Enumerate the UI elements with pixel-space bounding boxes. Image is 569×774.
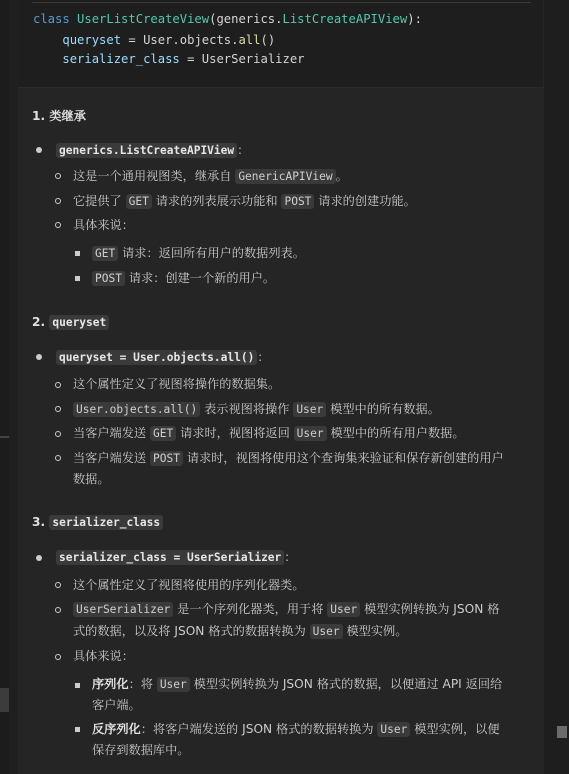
list-item-continuation: 保存到数据库中。	[92, 743, 190, 757]
section-heading: 3. serializer_class	[32, 513, 163, 532]
list-item: generics.ListCreateAPIView ：	[56, 141, 249, 160]
code-block[interactable]	[18, 0, 544, 88]
list-item: 当客户端发送 POST 请求时，视图将使用这个查询集来验证和保存新创建的用户	[73, 451, 504, 465]
bullet-circle	[55, 431, 61, 437]
section-heading: 1. 类继承	[32, 109, 86, 123]
list-item: GET 请求：返回所有用户的数据列表。	[92, 244, 305, 263]
list-item: serializer_class = UserSerializer ：	[56, 548, 296, 567]
bullet-circle	[55, 382, 61, 388]
left-editor-gutter	[0, 0, 9, 774]
bullet-circle	[55, 198, 61, 204]
list-item: UserSerializer 是一个序列化器类，用于将 User 模型实例转换为 JSON 格	[73, 600, 499, 619]
right-editor-strip	[543, 0, 569, 774]
bullet-square	[75, 251, 80, 256]
gutter-marker	[0, 688, 9, 712]
list-item: User.objects.all() 表示视图将操作 User 模型中的所有数据。	[73, 400, 440, 419]
list-item: 它提供了 GET 请求的列表展示功能和 POST 请求的创建功能。	[73, 194, 416, 208]
scrollbar-thumb[interactable]	[557, 726, 567, 738]
bullet-circle	[55, 582, 61, 588]
list-item: 具体来说：	[73, 649, 134, 663]
bullet-circle	[55, 607, 61, 613]
list-item-continuation: 式的数据，以及将 JSON 格式的数据转换为 User 模型实例。	[73, 624, 408, 638]
list-item-continuation: 数据。	[73, 472, 110, 486]
list-item: 这是一个通用视图类，继承自 GenericAPIView 。	[73, 169, 348, 183]
bullet-circle	[55, 222, 61, 228]
bullet-disc	[36, 147, 42, 153]
bullet-circle	[55, 455, 61, 461]
list-item: POST 请求：创建一个新的用户。	[92, 269, 275, 288]
list-item: 当客户端发送 GET 请求时，视图将返回 User 模型中的所有用户数据。	[73, 426, 465, 440]
list-item-continuation: 客户端。	[92, 698, 141, 712]
code-line-3: serializer_class = UserSerializer	[62, 52, 305, 66]
code-line-1: class UserListCreateView(generics.ListCreateAPIView):	[33, 12, 422, 26]
gutter-marker	[0, 436, 9, 438]
section-heading: 2. queryset	[32, 313, 109, 332]
list-item: 序列化：将 User 模型实例转换为 JSON 格式的数据，以便通过 API 返回给	[92, 677, 503, 691]
bullet-circle	[55, 406, 61, 412]
bullet-square	[75, 683, 80, 688]
bullet-disc	[36, 555, 42, 561]
list-item: 这个属性定义了视图将操作的数据集。	[73, 377, 281, 391]
code-line-2: queryset = User.objects.all()	[62, 33, 276, 47]
code-block-border	[32, 2, 531, 3]
chat-response-panel	[18, 0, 544, 774]
bullet-square	[75, 727, 80, 732]
list-item: 反序列化：将客户端发送的 JSON 格式的数据转换为 User 模型实例，以便	[92, 722, 500, 736]
list-item: 这个属性定义了视图将使用的序列化器类。	[73, 578, 305, 592]
bullet-disc	[36, 354, 42, 360]
bullet-square	[75, 276, 80, 281]
bullet-circle	[55, 654, 61, 660]
bullet-circle	[55, 173, 61, 179]
list-item: queryset = User.objects.all() ：	[56, 348, 270, 367]
list-item: 具体来说：	[73, 218, 134, 232]
